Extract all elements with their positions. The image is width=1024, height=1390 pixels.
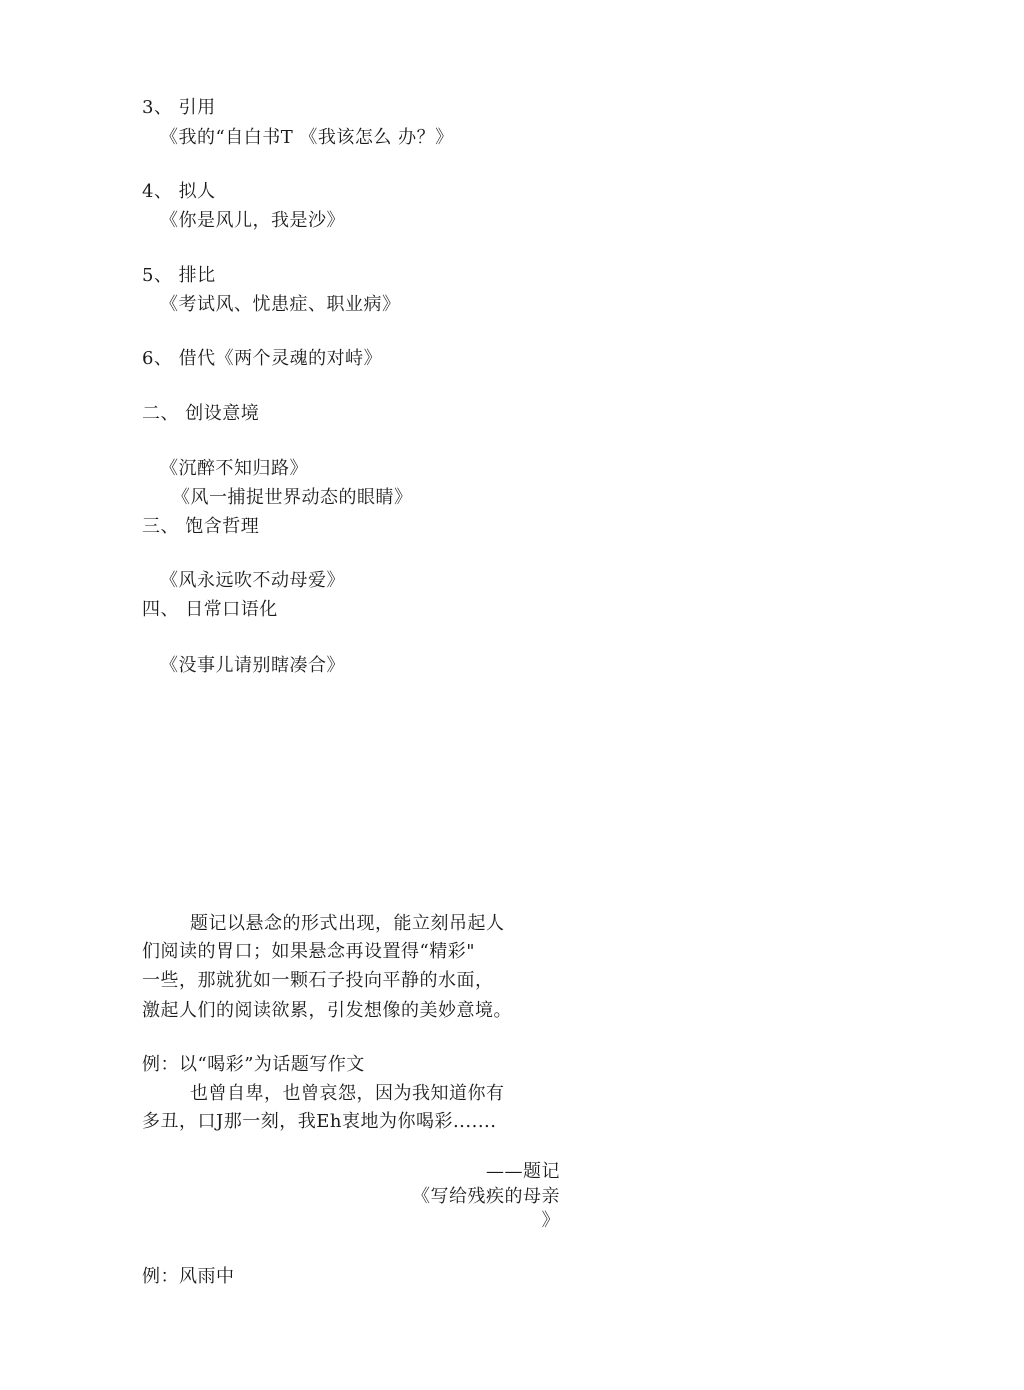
- heading-personification: 4、 拟人: [142, 181, 216, 202]
- body-paragraph-line: 激起人们的阅读欲累，引发想像的美妙意境。: [142, 1000, 512, 1021]
- epigraph-source: 《写给残疾的母亲: [412, 1186, 560, 1207]
- example-heading: 例：以“喝彩”为话题写作文: [142, 1054, 365, 1075]
- epigraph-attribution: ——题记: [486, 1161, 560, 1182]
- example-title: 《沉醉不知归路》: [160, 458, 308, 479]
- example-text-line: 多丑，口J那一刻，我Eh衷地为你喝彩.......: [142, 1111, 497, 1132]
- example-title: 《风一捕捉世界动态的眼睛》: [172, 487, 413, 508]
- example-title: 《没事儿请别瞎凑合》: [160, 655, 345, 676]
- example-title: 《风永远吹不动母爱》: [160, 570, 345, 591]
- example-text-line: 也曾自卑，也曾哀怨，因为我知道你有: [190, 1083, 505, 1104]
- example-title: 《考试风、忧患症、职业病》: [160, 294, 401, 315]
- example-title: 《你是风儿，我是沙》: [160, 210, 345, 231]
- example-title: 《我的“自白书T 《我该怎么 办？》: [160, 127, 454, 148]
- body-paragraph-line: 一些，那就犹如一颗石子投向平静的水面，: [142, 970, 494, 991]
- section-heading: 二、 创设意境: [142, 403, 260, 424]
- body-paragraph-line: 题记以悬念的形式出现，能立刻吊起人: [190, 913, 505, 934]
- body-paragraph-line: 们阅读的胃口；如果悬念再设置得“精彩": [142, 941, 475, 962]
- example-heading: 例：风雨中: [142, 1266, 235, 1287]
- heading-metonymy: 6、 借代《两个灵魂的对峙》: [142, 348, 383, 369]
- epigraph-source-end: 》: [541, 1210, 560, 1231]
- section-heading: 三、 饱含哲理: [142, 516, 260, 537]
- heading-quote: 3、 引用: [142, 97, 216, 118]
- heading-parallelism: 5、 排比: [142, 265, 216, 286]
- section-heading: 四、 日常口语化: [142, 599, 278, 620]
